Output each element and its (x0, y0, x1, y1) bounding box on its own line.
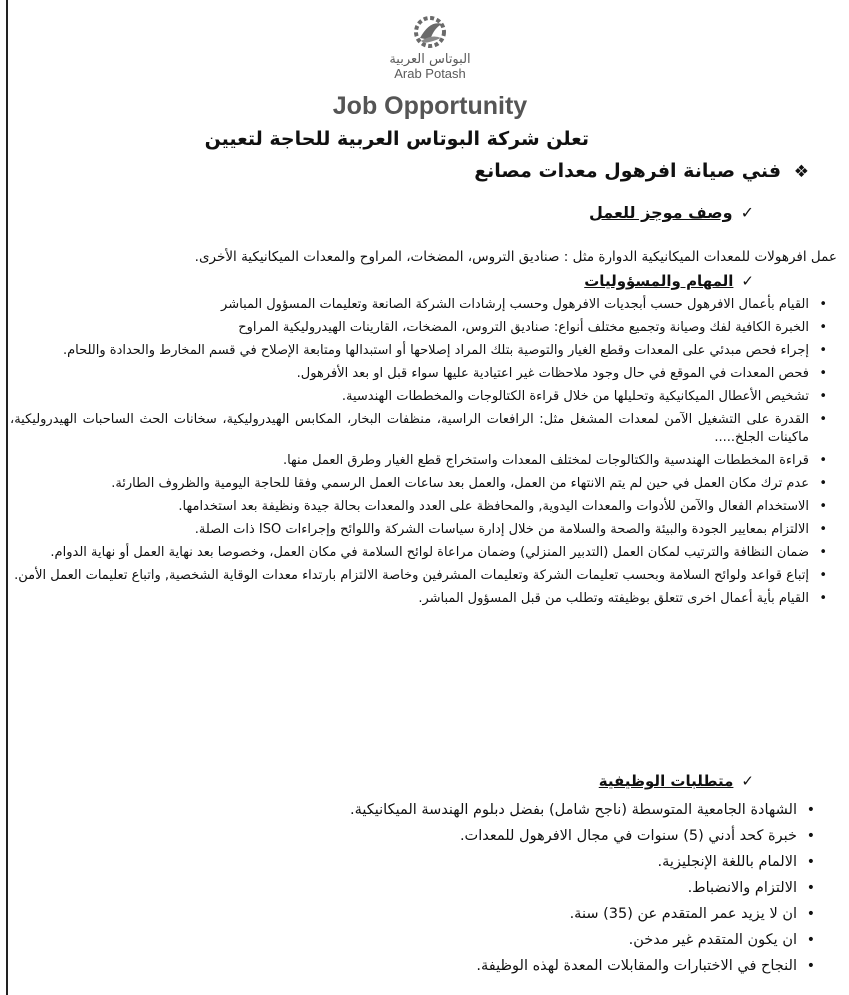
list-item: • الالمام باللغة الإنجليزية. (10, 852, 819, 872)
list-item: • النجاح في الاختبارات والمقابلات المعدة لهذه الوظيفة. (10, 956, 819, 976)
list-item: • إتباع قواعد ولوائح السلامة وبحسب تعليمات الشركة وتعليمات المشرفين وخاصة الالتزام بارتداء معدات الوقاية الشخصية, واتباع تعليمات العمل الأمن. (10, 567, 831, 585)
summary-text: عمل افرهولات للمعدات الميكانيكية الدوارة مثل : صناديق التروس، المضخات، المراوح والمعدات الميكانيكية الأخرى. (194, 249, 837, 265)
list-item: • الخبرة الكافية لفك وصيانة وتجميع مختلف أنواع: صناديق التروس، المضخات، القارينات الهيدروليكية المراوح (10, 319, 831, 337)
logo-arabic-name: البوتاس العربية (389, 52, 471, 67)
list-item: • ضمان النظافة والترتيب لمكان العمل (التدبير المنزلي) وضمان مراعاة لوائح السلامة في مكان العمل، وخصوصا بعد نهاية العمل أو نهاية الدوام. (10, 544, 831, 562)
diamond-bullet-icon: ❖ (793, 162, 809, 182)
requirements-heading (599, 772, 754, 790)
position-title (474, 160, 809, 182)
list-item: • الشهادة الجامعية المتوسطة (ناجح شامل) بفضل دبلوم الهندسة الميكانيكية. (10, 800, 819, 820)
checkmark-icon: ✓ (741, 772, 754, 790)
list-item: • القدرة على التشغيل الآمن لمعدات المشغل مثل: الرافعات الراسية، منظفات البخار، المكابس الهيدروليكية، سخانات الحث الساحبات الهيدروليكية، ماكينات الجلخ..... (10, 411, 831, 447)
requirements-list (10, 800, 819, 982)
summary-heading (589, 203, 754, 222)
list-item: • القيام بأية أعمال اخرى تتعلق بوظيفته وتطلب من قبل المسؤول المباشر. (10, 590, 831, 608)
list-item: • تشخيص الأعطال الميكانيكية وتحليلها من خلال قراءة الكتالوجات والمخططات الهندسية. (10, 388, 831, 406)
left-border-line (6, 0, 8, 995)
list-item: • ان يكون المتقدم غير مدخن. (10, 930, 819, 950)
announcement-heading: تعلن شركة البوتاس العربية للحاجة لتعيين (204, 128, 589, 150)
requirements-heading-label: متطلبات الوظيفية (598, 772, 734, 790)
list-item: • الالتزام بمعايير الجودة والبيئة والصحة والسلامة من خلال إدارة سياسات الشركة واللوائح وإجراءات ISO ذات الصلة. (10, 521, 831, 539)
checkmark-icon: ✓ (740, 203, 754, 222)
list-item: • الاستخدام الفعال والآمن للأدوات والمعدات اليدوية, والمحافظة على العدد والمعدات بحالة جيدة ونظيفة بعد استخدامها. (10, 498, 831, 516)
position-name: فني صيانة افرهول معدات مصانع (474, 160, 782, 182)
summary-heading-label: وصف موجز للعمل (588, 203, 733, 222)
duties-list (10, 296, 831, 613)
company-logo (380, 12, 480, 81)
page-title: Job Opportunity (332, 92, 528, 120)
list-item: • القيام بأعمال الافرهول حسب أبجديات الافرهول وحسب إرشادات الشركة الصانعة وتعليمات المسؤول المباشر (10, 296, 831, 314)
potash-gear-icon (408, 12, 452, 50)
list-item: • فحص المعدات في الموقع في حال وجود ملاحظات غير اعتيادية عليها سواء قبل او بعد الأفرهول. (10, 365, 831, 383)
duties-heading-label: المهام والمسؤوليات (584, 272, 734, 290)
list-item: • الالتزام والانضباط. (10, 878, 819, 898)
checkmark-icon: ✓ (741, 272, 754, 290)
list-item: • قراءة المخططات الهندسية والكتالوجات لمختلف المعدات واستخراج قطع الغيار وطرق العمل منها. (10, 452, 831, 470)
list-item: • خبرة كحد أدني (5) سنوات في مجال الافرهول للمعدات. (10, 826, 819, 846)
duties-heading (584, 272, 754, 290)
list-item: • عدم ترك مكان العمل في حين لم يتم الانتهاء من العمل، والعمل بعد ساعات العمل الرسمي وفقا للحاجة اليومية والظروف الطارئة. (10, 475, 831, 493)
list-item: • إجراء فحص مبدئي على المعدات وقطع الغيار والتوصية بتلك المراد إصلاحها أو استبدالها ومتابعة الإصلاح في قسم المخارط والحدادة واللحام. (10, 342, 831, 360)
logo-english-name: Arab Potash (394, 66, 466, 81)
list-item: • ان لا يزيد عمر المتقدم عن (35) سنة. (10, 904, 819, 924)
